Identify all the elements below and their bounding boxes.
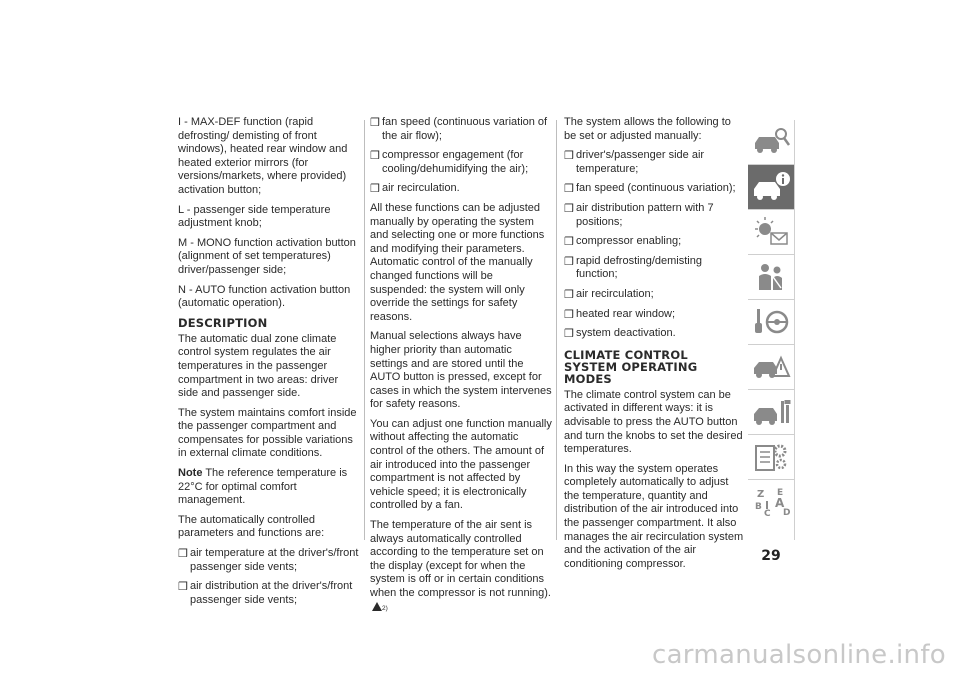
- section-heading: CLIMATE CONTROL SYSTEM OPERATING MODES: [564, 347, 698, 386]
- paragraph: You can adjust one function manually without affecting the automatic control of the others. The amount of air introduced into the passenger compartment is not affected by vehicle speed; it is electronically controlled by a fan.: [370, 417, 552, 512]
- list-item: ❒ rapid defrosting/demisting function;: [564, 254, 702, 281]
- note-label: Note: [178, 467, 203, 480]
- page-number: 29: [761, 548, 781, 564]
- note: [178, 467, 360, 508]
- checkbox-bullet-icon: ❒: [370, 150, 380, 163]
- tab-index[interactable]: [748, 480, 794, 524]
- tab-strip-border: [794, 120, 795, 540]
- paragraph: In this way the system operates completely automatically to adjust the temperature, quantity and distribution of the air introduced into the passenger compartment. It also manages the air recirculation system and the activation of the air conditioning compressor.: [564, 462, 744, 570]
- svg-text:C: C: [764, 509, 771, 519]
- checkbox-bullet-icon: ❒: [564, 308, 574, 321]
- list-item: ❒ driver's/passenger side air temperature;: [564, 149, 705, 175]
- checkbox-bullet-icon: ❒: [178, 581, 188, 594]
- paragraph: All these functions can be adjusted manually by operating the system and selecting one or more functions and modifying their parameters. Automatic control of the manually changed functions will be suspended: the system will only override the settings for safety reasons.: [370, 201, 545, 323]
- watermark: carmanualsonline.info: [651, 640, 946, 670]
- tab-starting-driving[interactable]: [748, 300, 794, 345]
- checkbox-bullet-icon: ❒: [564, 236, 574, 249]
- checkbox-bullet-icon: ❒: [370, 183, 380, 196]
- paragraph: The automatic dual zone climate control system regulates the air temperatures in the passenger compartment in two areas: driver side and passenger side.: [178, 332, 339, 400]
- checkbox-bullet-icon: ❒: [564, 255, 574, 268]
- checkbox-bullet-icon: ❒: [178, 548, 188, 561]
- svg-text:Z: Z: [757, 489, 765, 500]
- svg-text:A: A: [775, 496, 785, 510]
- tab-safety[interactable]: [748, 255, 794, 300]
- svg-text:B: B: [755, 502, 762, 512]
- column-1: [178, 116, 360, 613]
- chapter-tabs: [748, 120, 794, 524]
- warning-triangle-icon: [372, 602, 382, 611]
- checkbox-bullet-icon: ❒: [564, 150, 574, 163]
- tab-car-info[interactable]: [748, 165, 794, 210]
- checkbox-bullet-icon: ❒: [370, 117, 380, 129]
- paragraph: The automatically controlled parameters and functions are:: [178, 513, 325, 540]
- tab-maintenance[interactable]: [748, 390, 794, 435]
- warning-light-envelope-icon: [751, 215, 791, 249]
- checkbox-bullet-icon: ❒: [564, 202, 574, 215]
- paragraph: N - AUTO function activation button (automatic operation).: [178, 283, 351, 310]
- list-item: ❒ air recirculation;: [564, 287, 654, 301]
- column-divider: [556, 120, 557, 540]
- key-steering-wheel-icon: [751, 305, 791, 339]
- reference-mark: 2): [382, 604, 388, 612]
- list-item: ❒ air distribution at the driver's/front passenger side vents;: [178, 580, 353, 606]
- section-heading: DESCRIPTION: [178, 315, 268, 330]
- list-item: ❒ fan speed (continuous variation of the air flow);: [370, 116, 548, 142]
- note-text: The reference temperature is 22°C for optimal comfort management.: [178, 467, 348, 507]
- paragraph: The temperature of the air sent is always automatically controlled according to the temperature set on the display (except for when the system is off or in certain conditions when the compressor is not running).2): [370, 519, 551, 612]
- tab-warning-lights[interactable]: [748, 210, 794, 255]
- car-tools-icon: [751, 395, 791, 429]
- list-item: ❒ compressor enabling;: [564, 235, 682, 249]
- paragraph: I - MAX-DEF function (rapid defrosting/ demisting of front windows), heated rear window and heated exterior mirrors (for versions/markets, where provided) activation button;: [178, 116, 348, 196]
- tab-car-search[interactable]: [748, 120, 794, 165]
- car-search-icon: [751, 125, 791, 159]
- checkbox-bullet-icon: ❒: [564, 183, 574, 196]
- alphabet-index-icon: [751, 485, 791, 519]
- tab-technical-data[interactable]: [748, 435, 794, 480]
- car-info-icon: [751, 170, 791, 204]
- list-item: ❒ compressor engagement (for cooling/dehumidifying the air);: [370, 149, 529, 175]
- column-divider: [364, 120, 365, 540]
- car-warning-triangle-icon: [751, 350, 791, 384]
- document-gear-icon: [751, 440, 791, 474]
- list-item: ❒ air temperature at the driver's/front passenger side vents;: [178, 547, 359, 573]
- column-2: [370, 116, 552, 621]
- checkbox-bullet-icon: ❒: [564, 328, 574, 341]
- list-item: ❒ fan speed (continuous variation);: [564, 182, 736, 196]
- tab-emergency[interactable]: [748, 345, 794, 390]
- list-item: ❒ heated rear window;: [564, 307, 676, 321]
- list-item: ❒ system deactivation.: [564, 327, 676, 341]
- paragraph: The climate control system can be activated in different ways: it is advisable to press the AUTO button and turn the knobs to set the desired temperatures.: [564, 388, 743, 456]
- list-item: ❒ air distribution pattern with 7 positions;: [564, 201, 714, 228]
- paragraph: Manual selections always have higher priority than automatic settings and are stored until the AUTO button is pressed, except for cases in which the system intervenes for safety reasons.: [370, 330, 552, 411]
- checkbox-bullet-icon: ❒: [564, 288, 574, 301]
- column-3: [564, 116, 744, 577]
- svg-text:E: E: [777, 488, 784, 498]
- paragraph: L - passenger side temperature adjustment knob;: [178, 203, 331, 230]
- paragraph: M - MONO function activation button (alignment of set temperatures) driver/passenger side;: [178, 236, 356, 276]
- person-seatbelt-icon: [751, 260, 791, 294]
- paragraph: The system allows the following to be set or adjusted manually:: [564, 116, 731, 142]
- list-item: ❒ air recirculation.: [370, 182, 460, 196]
- svg-text:D: D: [783, 508, 791, 518]
- paragraph: The system maintains comfort inside the passenger compartment and compensates for possible variations in external climate conditions.: [178, 406, 357, 460]
